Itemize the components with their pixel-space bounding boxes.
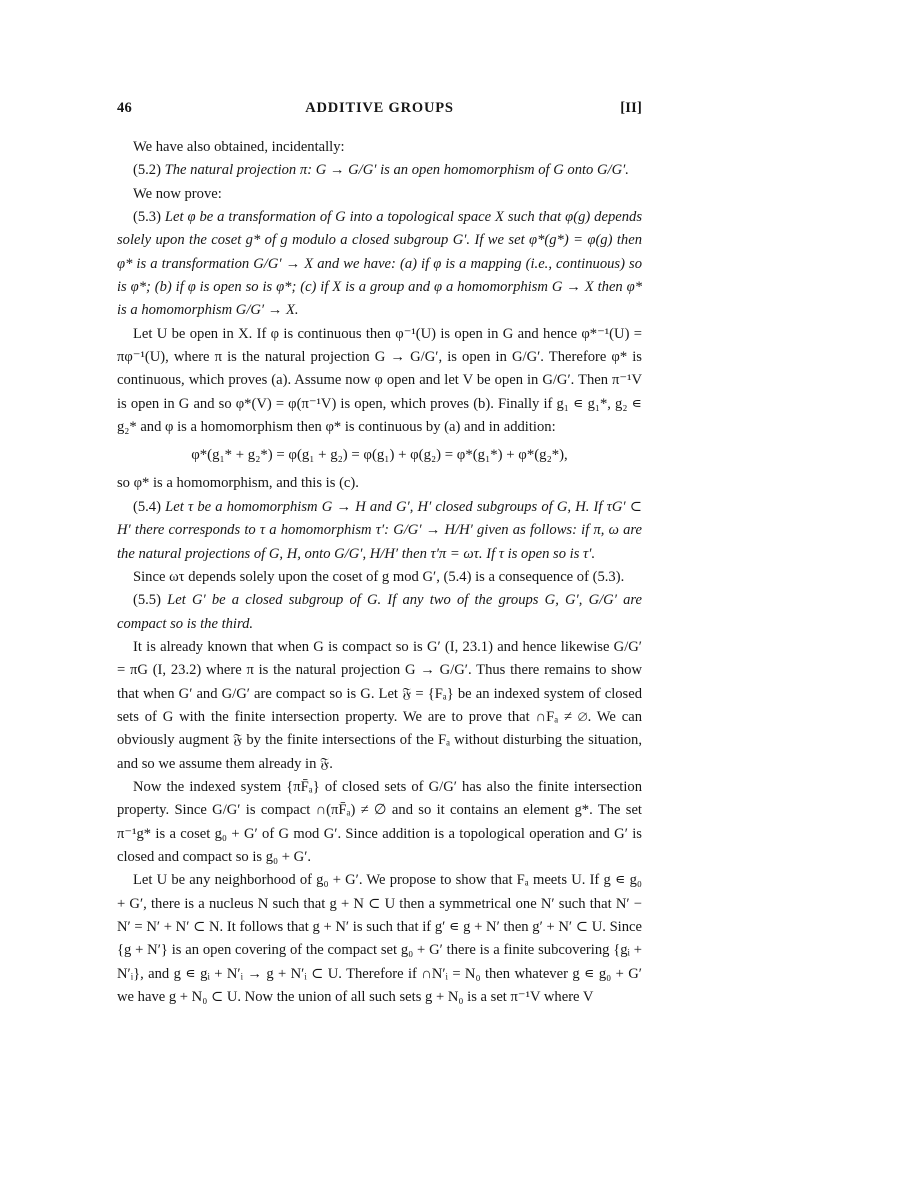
proposition-label: (5.3) — [133, 209, 161, 226]
page-body — [117, 136, 642, 1009]
proposition-label: (5.2) — [133, 162, 161, 179]
display-equation: φ*(g₁* + g₂*) = φ(g₁ + g₂) = φ(g₁) + φ(g₂) = φ*(g₁*) + φ*(g₂*), — [191, 447, 568, 464]
proposition-text: Let φ be a transformation of G into a topological space X such that φ(g) depends solely upon the coset g* of g modulo a closed subgroup G′. If we set φ*(g*) = φ(g) then φ* is a transformation G/G′ → X and we have: (a) if φ is a mapping (i.e., continuous) so is φ*; (b) if φ is open so is φ*; (c) if X is a group and φ a homomorphism G → X then φ* is a homomorphism G/G′ → X. — [117, 209, 642, 319]
proof-5-3-conclusion: so φ* is a homomorphism, and this is (c). — [117, 475, 359, 492]
proposition-5-2 — [117, 159, 642, 182]
proof-5-5-part-3: Let U be any neighborhood of g₀ + G′. We propose to show that Fₐ meets U. If g ∊ g₀ + G′, there is a nucleus N such that g + N ⊂ U then a symmetrical one N′ such that N′ − N′ = N′ + N′ ⊂ N. It follows that g + N′ is such that if g′ ∊ g + N′ then g′ + N′ ⊂ U. Since {g + N′} is an open covering of the compact set g₀ + G′ there is a finite subcovering {gᵢ + N′ᵢ}, and g ∊ gᵢ + N′ᵢ → g + N′ᵢ ⊂ U. Therefore if ∩N′ᵢ = N₀ then whatever g ∊ g₀ + G′ we have g + N₀ ⊂ U. Now the union of all such sets g + N₀ is a set π⁻¹V where V — [117, 872, 642, 1006]
running-title: ADDITIVE GROUPS — [305, 100, 454, 116]
proof-5-5-part-2: Now the indexed system {πF̄ₐ} of closed sets of G/G′ has also the finite intersection property. Since G/G′ is compact ∩(πF̄ₐ) ≠ ∅ and so it contains an element g*. The set π⁻¹g* is a coset g₀ + G′ of G mod G′. Since addition is a topological operation and G′ is closed and compact so is g₀ + G′. — [117, 778, 642, 865]
proposition-5-3 — [117, 206, 642, 323]
paragraph-we-now-prove: We now prove: — [133, 185, 222, 202]
paragraph-intro: We have also obtained, incidentally: — [133, 139, 345, 155]
proof-5-5-part-1: It is already known that when G is compact so is G′ (I, 23.1) and hence likewise G/G′ = πG (I, 23.2) where π is the natural projection G → G/G′. Thus there remains to show that when G′ and G/G′ are compact so is G. Let 𝔉 = {Fₐ} be an indexed system of closed sets of G with the finite intersection property. We are to prove that ∩Fₐ ≠ ∅. We can obviously augment 𝔉 by the finite intersections of the Fₐ without disturbing the situation, and so we assume them already in 𝔉. — [117, 638, 642, 772]
proposition-text: Let τ be a homomorphism G → H and G′, H′ closed subgroups of G, H. If τG′ ⊂ H′ there corresponds to τ a homomorphism τ′: G/G′ → H/H′ given as follows: if π, ω are the natural projections of G, H, onto G/G′, H/H′ then τ′π = ωτ. If τ is open so is τ′. — [117, 498, 642, 562]
proposition-label: (5.5) — [133, 592, 161, 609]
section-label: [II] — [620, 100, 642, 116]
proposition-text: The natural projection π: G → G/G′ is an open homomorphism of G onto G/G′. — [164, 162, 629, 179]
proposition-5-4 — [117, 496, 642, 566]
proof-5-3: Let U be open in X. If φ is continuous then φ⁻¹(U) is open in G and hence φ*⁻¹(U) = πφ⁻¹(U), where π is the natural projection G → G/G′, is open in G/G′. Therefore φ* is continuous, which proves (a). Assume now φ open and let V be open in G/G′. Then π⁻¹V is open in G and so φ*(V) = φ(π⁻¹V) is open, which proves (b). Finally if g₁ ∊ g₁*, g₂ ∊ g₂* and φ is a homomorphism then φ* is continuous by (a) and in addition: — [117, 325, 642, 436]
proof-5-4: Since ωτ depends solely upon the coset of g mod G′, (5.4) is a consequence of (5.3). — [133, 568, 625, 585]
proposition-5-5 — [117, 589, 642, 636]
proposition-text: Let G′ be a closed subgroup of G. If any two of the groups G, G′, G/G′ are compact so is the third. — [117, 592, 642, 632]
proposition-label: (5.4) — [133, 498, 161, 515]
page-number: 46 — [117, 100, 132, 116]
